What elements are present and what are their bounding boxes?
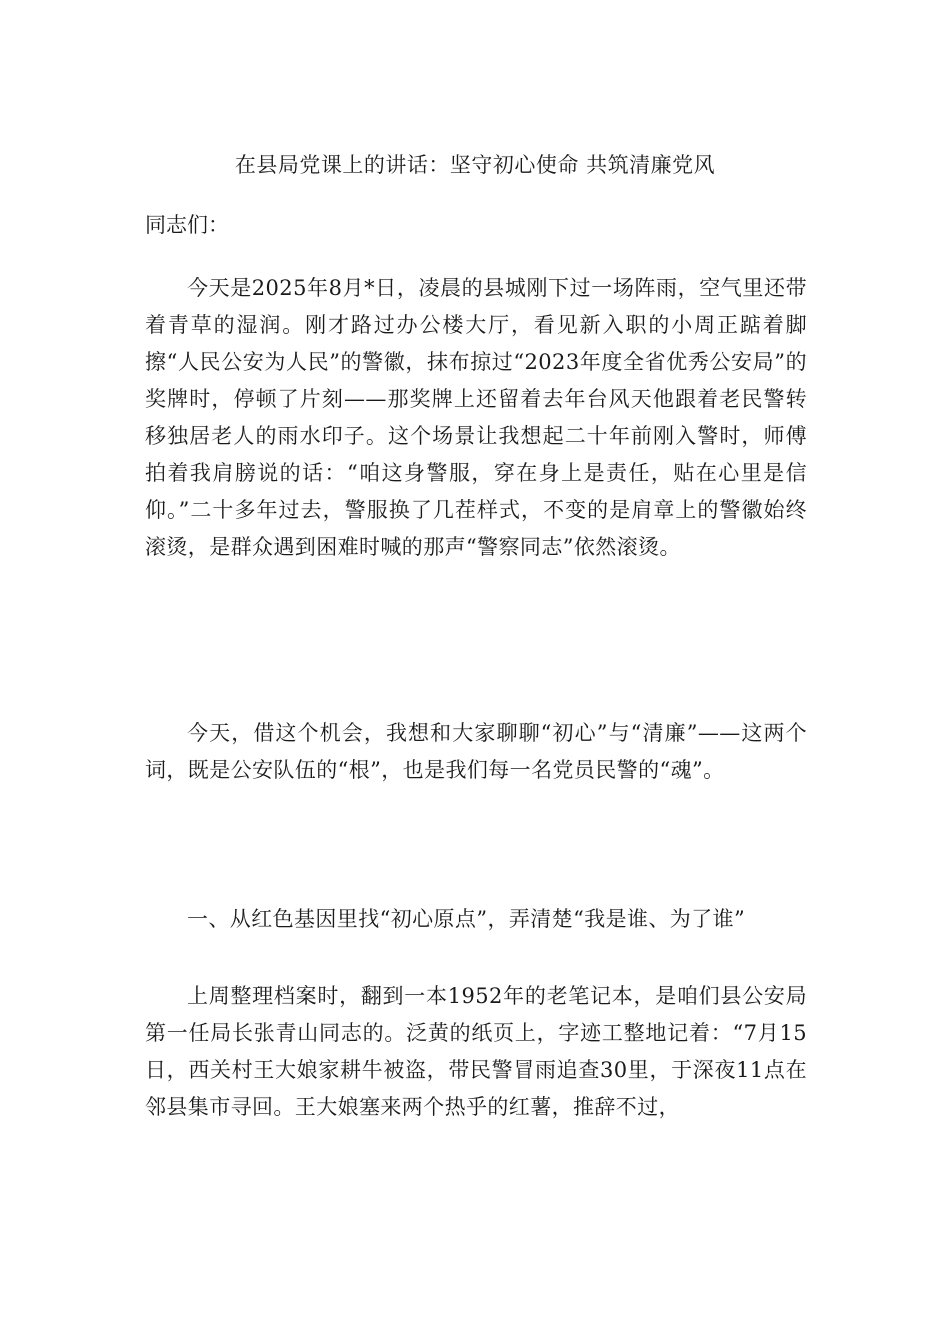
section-heading-1: 一、从红色基因里找“初心原点”，弄清楚“我是谁、为了谁” [187,907,746,931]
document-title: 在县局党课上的讲话：坚守初心使命 共筑清廉党风 [234,153,716,177]
salutation: 同志们： [145,213,229,237]
paragraph-topic: 今天，借这个机会，我想和大家聊聊“初心”与“清廉”——这两个词，既是公安队伍的“根”，也是我们每一名党员民警的“魂”。 [145,721,807,782]
paragraph-archive: 上周整理档案时，翻到一本1952年的老笔记本，是咱们县公安局第一任局长张青山同志的。泛黄的纸页上，字迹工整地记着：“7月15日，西关村王大娘家耕牛被盗，带民警冒雨追查30里，于深夜11点在邻县集市寻回。王大娘塞来两个热乎的红薯，推辞不过， [145,984,807,1119]
paragraph-opening: 今天是2025年8月*日，凌晨的县城刚下过一场阵雨，空气里还带着青草的湿润。刚才路过办公楼大厅，看见新入职的小周正踮着脚擦“人民公安为人民”的警徽，抹布掠过“2023年度全省优秀公安局”的奖牌时，停顿了片刻——那奖牌上还留着去年台风天他跟着老民警转移独居老人的雨水印子。这个场景让我想起二十年前刚入警时，师傅拍着我肩膀说的话：“咱这身警服，穿在身上是责任，贴在心里是信仰。”二十多年过去，警服换了几茬样式，不变的是肩章上的警徽始终滚烫，是群众遇到困难时喊的那声“警察同志”依然滚烫。 [145,276,807,559]
